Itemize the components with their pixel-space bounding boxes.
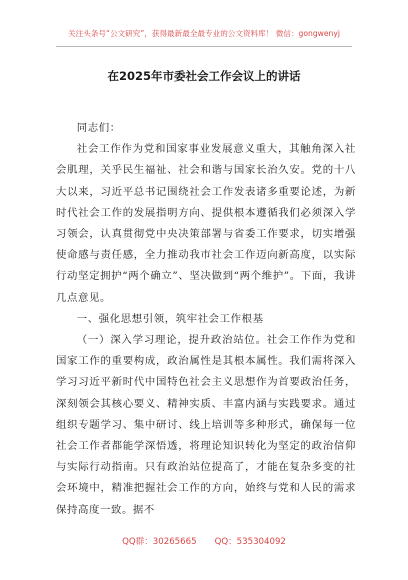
- footer-contact: [0, 535, 408, 547]
- section-heading-1: 一、强化思想引领，筑牢社会工作根基: [76, 312, 264, 325]
- greeting: 同志们：: [76, 122, 121, 134]
- header-divider: [56, 46, 352, 47]
- document-title: 在2025年市委社会工作会议上的讲话: [107, 69, 301, 83]
- paragraph-intro: 社会工作作为党和国家事业发展意义重大，其触角深入社会肌理，关乎民生福祉、社会和谐与国家长治久安。党的十八大以来，习近平总书记围绕社会工作发表诸多重要论述，为新时代社会工作的发展指明方向、提供根本遵循我们必须深入学习领会，认真贯彻党中央决策部署与省委工作要求，切实增强使命感与责任感，全力推动我市社会工作迈向新高度，以实际行动坚定拥护“两个确立”、坚决做到“两个维护”。下面，我讲几点意见。: [56, 143, 356, 304]
- document-body: [56, 118, 356, 521]
- paragraph-subsection-1: （一）深入学习理论，提升政治站位。社会工作作为党和国家工作的重要构成，政治属性是其根本属性。我们需将深入学习习近平新时代中国特色社会主义思想作为首要政治任务，深刻领会其核心要义、精神实质、丰富内涵与实践要求。通过组织专题学习、集中研讨、线上培训等多种形式，确保每一位社会工作者都能学深悟透，将理论知识转化为坚定的政治信仰与实际行动指南。只有政治站位提高了，才能在复杂多变的社会环境中，精准把握社会工作的方向，始终与党和人民的需求保持高度一致。据不: [56, 334, 356, 516]
- header-banner: 关注头条号“公文研究”，获得最新最全最专业的公文资料库！ 微信：gongwenyj: [68, 29, 340, 38]
- footer-qq-group: QQ群：30265665: [122, 537, 197, 547]
- footer-qq-number: QQ：535304092: [214, 537, 286, 547]
